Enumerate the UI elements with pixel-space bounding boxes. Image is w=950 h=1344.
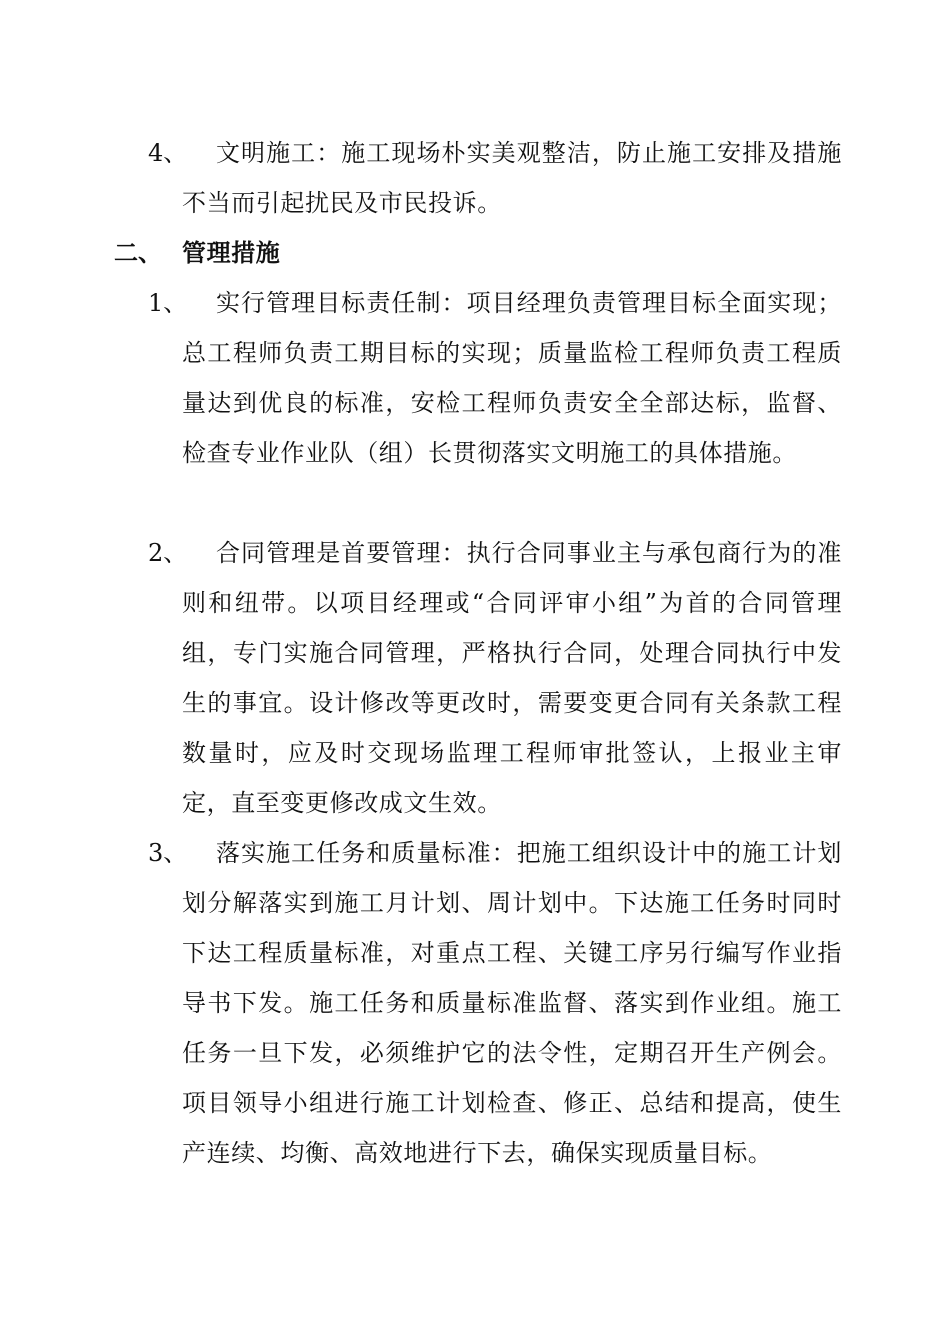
- section-heading: [0, 228, 950, 278]
- item-number: 1、: [148, 289, 188, 317]
- section-number: 二、: [114, 238, 162, 267]
- item-number: 2、: [148, 539, 188, 567]
- item-number: 3、: [148, 839, 188, 867]
- item-text: 合同管理是首要管理：执行合同事业主与承包商行为的准则和纽带。以项目经理或“合同评审小组”为首的合同管理组，专门实施合同管理，严格执行合同，处理合同执行中发生的事宜。设计修改等更改时，需要变更合同有关条款工程数量时，应及时交现场监理工程师审批签认，上报业主审定，直至变更修改成文生效。: [182, 539, 842, 817]
- section-title: 管理措施: [182, 238, 281, 267]
- item-text: 落实施工任务和质量标准：把施工组织设计中的施工计划划分解落实到施工月计划、周计划中。下达施工任务时同时下达工程质量标准，对重点工程、关键工序另行编写作业指导书下发。施工任务和质量标准监督、落实到作业组。施工任务一旦下发，必须维护它的法令性，定期召开生产例会。项目领导小组进行施工计划检查、修正、总结和提高，使生产连续、均衡、高效地进行下去，确保实现质量目标。: [182, 839, 842, 1167]
- item-number: 4、: [148, 139, 188, 167]
- item-text: 实行管理目标责任制：项目经理负责管理目标全面实现；总工程师负责工期目标的实现；质量监检工程师负责工程质量达到优良的标准，安检工程师负责安全全部达标，监督、检查专业作业队（组）长贯彻落实文明施工的具体措施。: [182, 289, 842, 467]
- item-text: 文明施工：施工现场朴实美观整洁，防止施工安排及措施不当而引起扰民及市民投诉。: [182, 139, 842, 217]
